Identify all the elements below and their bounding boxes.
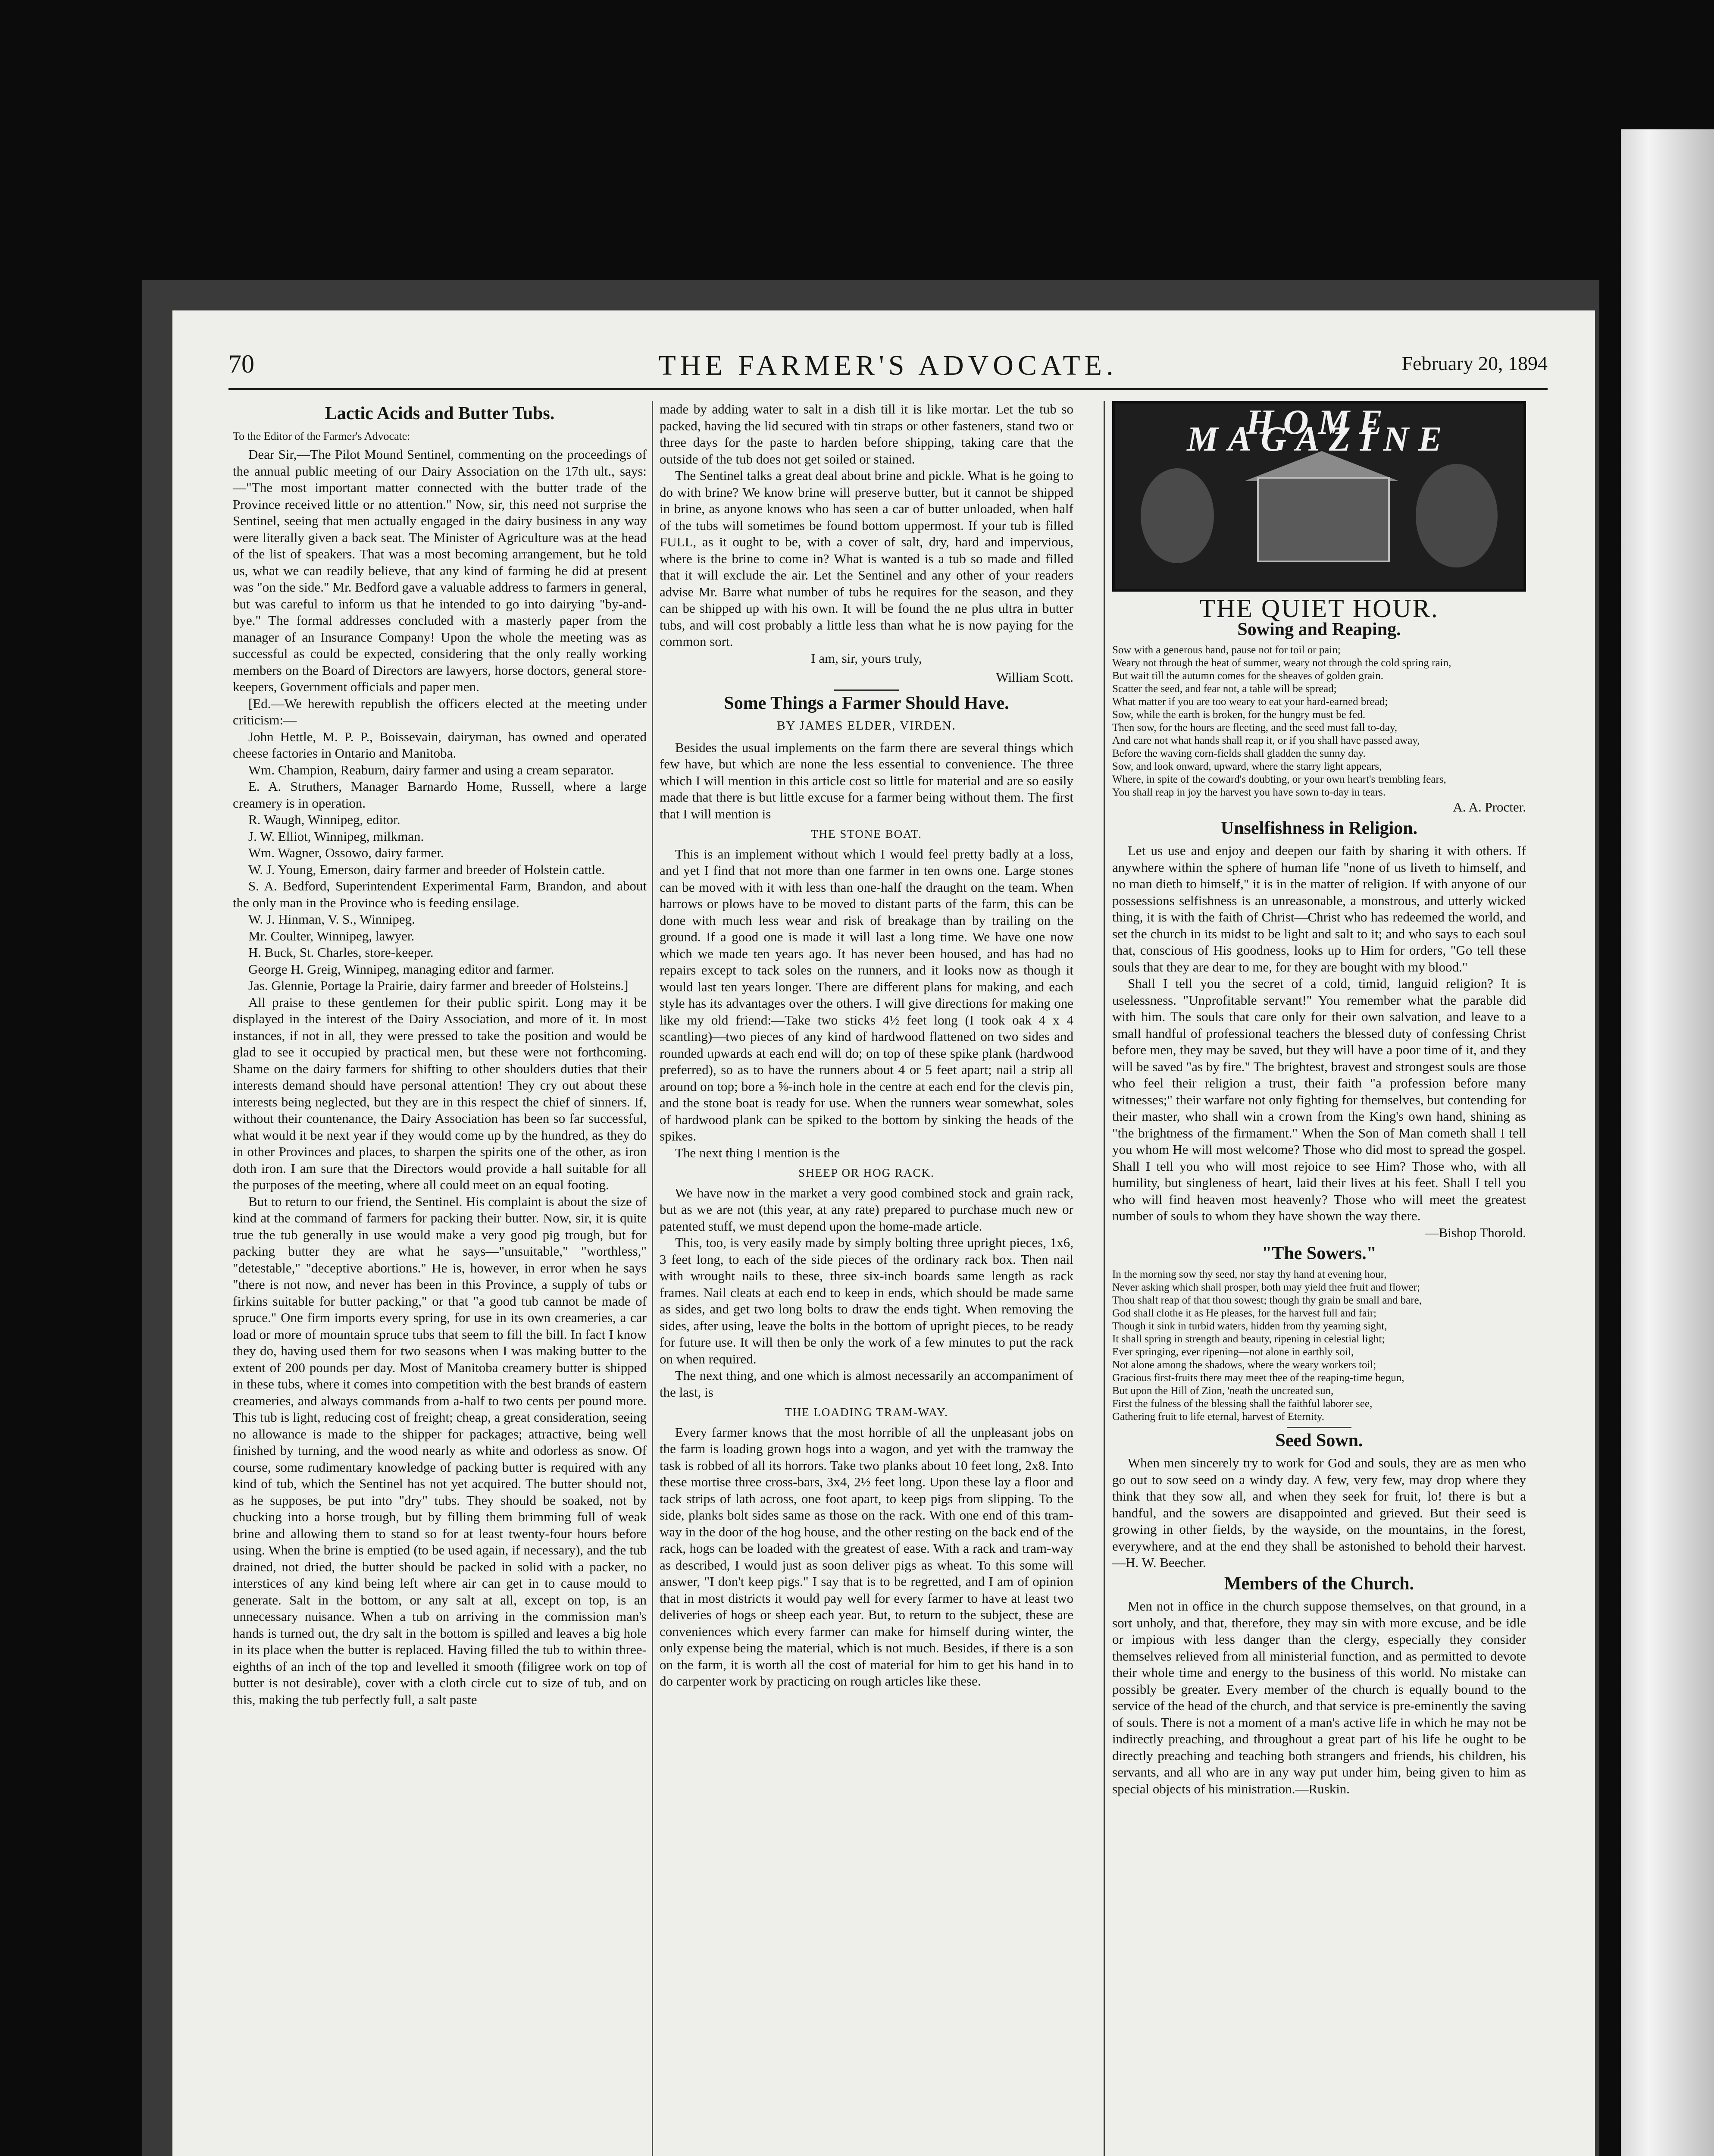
paragraph: The Sentinel talks a great deal about brine and pickle. What is he going to do with brine? We know brine will preserve butter, but it cannot be shipped in brine, as anyone knows who has seen a car of butter unloaded, when half of the tubs will sometimes be found bottom uppermost. If your tub is filled FULL, as it ought to be, with a cover of salt, dry, hard and impervious, where is the brine to come in? What is wanted is a tub so made and filled that it will exclude the air. Let the Sentinel and any other of your readers advise Mr. Barre what number of tubs he requires for the season, and they can be shipped up with his own. It will be found the ne plus ultra in butter tubs, and will cost probably a little less than what he is now paying for the common sort. — [660, 468, 1073, 649]
poem-line: And care not what hands shall reap it, or if you shall have passed away, — [1112, 735, 1420, 746]
paragraph: All praise to these gentlemen for their public spirit. Long may it be displayed in the interest of the Dairy Association, and more of it. In most instances, if not in all, they were pressed to take the position and would be glad to see it occupied by practical men, but these were not forthcoming. Shame on the dairy farmers for shifting to other shoulders duties that their interests demand should have personal attention! They cry out about these interests being neglected, but they are in this respect the chief of sinners. If, without their countenance, the Dairy Association has been so far successful, what would it be next year if they would come up by the hundred, as they do in other Provinces and places, to sharpen the spirits one of the other, as iron doth iron. I am sure that the Directors would provide a hall suitable for all the purposes of the meeting, where all could meet on an equal footing. — [233, 994, 647, 1192]
signature: William Scott. — [996, 670, 1073, 685]
salutation: To the Editor of the Farmer's Advocate: — [233, 429, 410, 442]
paragraph: The next thing, and one which is almost necessarily an accompaniment of the last, is — [660, 1368, 1073, 1400]
article-title: Seed Sown. — [1275, 1430, 1363, 1451]
poem-line: It shall spring in strength and beauty, ripening in celestial light; — [1112, 1333, 1385, 1345]
header-rule — [228, 388, 1548, 390]
officer-entry: Wm. Champion, Reaburn, dairy farmer and using a cream separator. — [248, 762, 614, 777]
paragraph: But to return to our friend, the Sentinel. His complaint is about the size of kind at the command of farmers for packing their butter. Now, sir, it is quite true the tub generally in use would make a very good pig trough, but for packing butter they are what he says—"unsuitable," "worthless," "detestable," "deceptive abortions." He is, however, in error when he says "there is not now, and never has been in this Province, a supply of tubs or firkins suitable for butter packing," or that "a good tub cannot be made of spruce." One firm imports every spring, for use in its own creameries, a car load or more of mountain spruce tubs that seem to fill the bill. In fact I know they do, having used them for two seasons when I was making butter to the extent of 200 pounds per day. Most of Manitoba creamery butter is shipped in these tubs, where it comes into competition with the best brands of eastern creameries, and always commands from a-half to two cents per pound more. This tub is light, reducing cost of freight; cheap, a great consideration, seeing no allowance is made to the shipper for packages; attractive, being well finished by turning, and the wood nearly as white and odorless as snow. Of course, some rudimentary knowledge of packing butter is required with any kind of tub, which the Sentinel has not yet acquired. The butter should not, as he supposes, be put into "dry" tubs. They should be soaked, not by chucking into a horse trough, but by filling them brimming full of weak brine and allowing them to stand so for at least twenty-four hours before using. When the brine is emptied (to be used again, if necessary), and the tub drained, not dried, the butter should be packed in solid with a packer, no interstices of any kind being left where air can get in to cause mould to generate. Salt in the bottom, or any salt at all, except on top, is an unnecessary nuisance. When a tub on arriving in the commission man's hands is turned out, the dry salt in the bottom is spilled and leaves a big hole in its place when the butter is replaced. Having filled the tub to within three-eighths of an inch of the top and levelled it smooth (filigree work on top of butter is not desirable), cover with a cloth circle cut to size of tub, and on this, making the tub perfectly full, a salt paste — [233, 1194, 647, 1707]
house-illustration — [1257, 477, 1390, 562]
column-2 — [660, 401, 1073, 1690]
paragraph: This is an implement without which I would feel pretty badly at a loss, and yet I find that not more than one farmer in ten owns one. Large stones can be moved with it with less than one-half the draught on the team. When harrows or plows have to be moved to distant parts of the farm, this can be done with much less wear and risk of breakage than by trailing on the ground. If a good one is made it will last a long time. We have one now which we made ten years ago. It has never been housed, and has had no repairs except to tack soles on the runners, and it looks now as though it would last ten years longer. There are different plans for making, and each style has its advantages over the others. I will give directions for making one like my old friend:—Take two sticks 4½ feet long (I took oak 4 x 4 scantling)—two pieces of any kind of hardwood flattened on two sides and rounded upwards at each end will do; on top of these spike plank (hardwood preferred), so as to have the runners about 4 or 5 feet apart; nail a strip all around on top; bore a ⅝-inch hole in the centre at each end for the clevis pin, and the stone boat is ready for use. When the runners wear somewhat, soles of hardwood plank can be spiked to the bottom by sinking the heads of the spikes. — [660, 846, 1073, 1144]
subheading: THE LOADING TRAM-WAY. — [785, 1406, 948, 1419]
poem-author: A. A. Procter. — [1453, 799, 1526, 815]
banner-title: HOME MAGAZINE — [1187, 402, 1451, 458]
article-title: Unselfishness in Religion. — [1220, 818, 1418, 838]
officer-entry: John Hettle, M. P. P., Boissevain, dairyman, has owned and operated cheese factories in Ontario and Manitoba. — [233, 729, 647, 761]
paragraph: This, too, is very easily made by simply bolting three upright pieces, 1x6, 3 feet long, to each of the side pieces of the ordinary rack box. Then nail with wrought nails to these, three six-inch boards same length as rack frames. Nail cleats at each end to keep in ends, which should be made same as sides, and get two long bolts to draw the ends tight. When removing the sides, after using, leave the bolts in the bottom of upright pieces, to be ready for future use. It will then be only the work of a few minutes to put the rack on when required. — [660, 1235, 1073, 1366]
poem-line: Before the waving corn-fields shall gladden the sunny day. — [1112, 748, 1366, 759]
paragraph: Besides the usual implements on the farm there are several things which few have, but which are none the less essential to convenience. The three which I will mention in this article cost so little for material and are so easily made that there is but little excuse for a farmer being without them. The first that I will mention is — [660, 740, 1073, 821]
section-title: THE QUIET HOUR. — [1199, 594, 1439, 623]
page-header — [228, 349, 1548, 384]
facing-page-edge — [1621, 129, 1714, 2156]
poem-line: Scatter the seed, and fear not, a table will be spread; — [1112, 683, 1337, 695]
officer-entry: Jas. Glennie, Portage la Prairie, dairy farmer and breeder of Holsteins.] — [248, 978, 629, 993]
paragraph: The next thing I mention is the — [675, 1145, 840, 1160]
poem-line: Sow, and look onward, upward, where the starry light appears, — [1112, 761, 1382, 772]
poem-line: In the morning sow thy seed, nor stay thy hand at evening hour, — [1112, 1268, 1387, 1280]
article-title: Lactic Acids and Butter Tubs. — [325, 404, 555, 423]
column-rule — [652, 401, 653, 2156]
issue-date: February 20, 1894 — [1401, 352, 1548, 374]
officer-entry: H. Buck, St. Charles, store-keeper. — [248, 945, 434, 960]
subheading: SHEEP OR HOG RACK. — [798, 1166, 935, 1179]
column-rule — [1104, 401, 1105, 2156]
divider — [1287, 1427, 1351, 1428]
officer-entry: R. Waugh, Winnipeg, editor. — [248, 812, 400, 827]
poem-line: Gathering fruit to life eternal, harvest of Eternity. — [1112, 1410, 1324, 1423]
paragraph: When men sincerely try to work for God and souls, they are as men who go out to sow seed on a windy day. A few, very few, may drop where they think that they sow all, and when they seek for fruit, lo! there is but a handful, and the sowers are disappointed and grieved. But their seed is growing in other fields, by the wayside, on the mountains, in the forest, everywhere, and at the end they shall be astonished to behold their harvest.—H. W. Beecher. — [1112, 1455, 1526, 1570]
subheading: THE STONE BOAT. — [811, 827, 922, 840]
article-title: Some Things a Farmer Should Have. — [724, 693, 1009, 713]
tree-illustration — [1141, 468, 1214, 563]
poem-line: Sow, while the earth is broken, for the hungry must be fed. — [1112, 709, 1366, 721]
poem-line: Never asking which shall prosper, both may yield thee fruit and flower; — [1112, 1281, 1420, 1293]
paragraph: [Ed.—We herewith republish the officers elected at the meeting under criticism:— — [233, 696, 647, 727]
officer-entry: Wm. Wagner, Ossowo, dairy farmer. — [248, 845, 444, 860]
paragraph: Dear Sir,—The Pilot Mound Sentinel, commenting on the proceedings of the annual public meeting of our Dairy Association on the 17th ult., says:—"The most important matter connected with the butter trade of the Province received little or no attention." Now, sir, this need not surprise the Sentinel, seeing that men actually engaged in the dairy business in any way were literally given a back seat. The Minister of Agriculture was at the head of the list of speakers. That was a most becoming arrangement, but he told us, what we can readily believe, that any kind of farming he did at present was "on the side." Mr. Bedford gave a valuable address to farmers in general, but was careful to inform us that he intended to go into dairying "by-and-bye." The formal addresses concluded with a masterly paper from the manager of an Insurance Company! Upon the whole the meeting was as successful as could be expected, considering that the only really working members on the Board of Directors are lawyers, horse doctors, general store-keepers, Government officials and paper men. — [233, 447, 647, 694]
poem-line: Thou shalt reap of that thou sowest; though thy grain be small and bare, — [1112, 1294, 1422, 1306]
poem-line: First the fulness of the blessing shall the faithful laborer see, — [1112, 1398, 1373, 1410]
page-number: 70 — [228, 350, 254, 378]
home-magazine-banner — [1112, 401, 1526, 592]
paragraph: Shall I tell you the secret of a cold, timid, languid religion? It is uselessness. "Unprofitable servant!" You remember what the parable did with him. The souls that care only for their own salvation, and leave to a small handful of professional teachers the blessed duty of confessing Christ before men, they may be saved, but they will have a poor time of it, and they will be saved "as by fire." The brightest, bravest and strongest souls are those who feel their religion a trust, their faith "a profession before many witnesses;" their warfare not only fighting for themselves, but contending for their master, who shall win a crown from the King's own hand, shining as "the brightness of the firmament." When the Son of Man cometh shall I tell you whom He will most welcome? Those who did most to spread the gospel. Shall I tell you who will most rejoice to see Him? Those who, with all humility, but singleness of heart, laid their lives at his feet. Shall I tell you who will find heaven most heavenly? Those who will meet the greatest number of souls to whom they have shown the way there. — [1112, 976, 1526, 1223]
paragraph: We have now in the market a very good combined stock and grain rack, but as we are not (this year, at any rate) prepared to purchase much new or patented stuff, we must depend upon the home-made article. — [660, 1185, 1073, 1234]
paragraph: Let us use and enjoy and deepen our faith by sharing it with others. If anywhere within the sphere of human life "none of us liveth to himself, and no man dieth to himself," it is in the matter of religion. If with anyone of our possessions selfishness is an unreasonable, a monstrous, and utterly wicked thing, it is with the faith of Christ—Christ who has redeemed the world, and set the church in its midst to be light and salt to it; and who says to each soul that, conscious of His goodness, looks up to Him for orders, "Go tell these souls that they are dear to me, for they are bought with my blood." — [1112, 843, 1526, 975]
article-title: Members of the Church. — [1224, 1573, 1414, 1594]
officer-entry: Mr. Coulter, Winnipeg, lawyer. — [248, 928, 415, 943]
poem-line: Where, in spite of the coward's doubting, or your own heart's trembling fears, — [1112, 774, 1446, 785]
poem — [1112, 644, 1526, 799]
poem — [1112, 1268, 1526, 1423]
poem-line: God shall clothe it as He pleases, for the harvest full and fair; — [1112, 1307, 1377, 1319]
officer-entry: George H. Greig, Winnipeg, managing editor and farmer. — [248, 961, 554, 977]
column-1 — [233, 401, 647, 1708]
officer-entry: W. J. Hinman, V. S., Winnipeg. — [248, 912, 415, 927]
byline: BY JAMES ELDER, VIRDEN. — [777, 719, 956, 733]
poem-line: Though it sink in turbid waters, hidden from thy yearning sight, — [1112, 1320, 1387, 1332]
article-author: —Bishop Thorold. — [1425, 1225, 1526, 1240]
divider — [834, 689, 899, 691]
newspaper-page — [172, 310, 1595, 2156]
paragraph: made by adding water to salt in a dish till it is like mortar. Let the tub so packed, having the lid secured with tin straps or other fasteners, stand two or three days for the paste to harden before shipping, taking care that the outside of the tub does not get soiled or stained. — [660, 401, 1073, 467]
poem-title: "The Sowers." — [1262, 1244, 1376, 1263]
poem-line: Weary not through the heat of summer, weary not through the cold spring rain, — [1112, 657, 1451, 669]
paragraph: Men not in office in the church suppose themselves, on that ground, in a sort unholy, and that, therefore, they may sin with more excuse, and be idle or impious with less danger than the clergy, especially they consider themselves relieved from all ministerial function, and as permitted to devote their whole time and energy to the business of this world. No mistake can possibly be greater. Every member of the church is equally bound to the service of the head of the church, and that service is pre-eminently the saving of souls. There is not a moment of a man's active life in which he may not be indirectly preaching, and throughout a great part of his life he ought to be directly preaching and teaching both strangers and friends, his children, his servants, and all who are in any way put under him, being given to him as special objects of his ministration.—Ruskin. — [1112, 1598, 1526, 1796]
officer-entry: S. A. Bedford, Superintendent Experimental Farm, Brandon, and about the only man in the Province who is feeding ensilage. — [233, 878, 647, 910]
officer-entry: J. W. Elliot, Winnipeg, milkman. — [248, 828, 424, 844]
poem-line: Then sow, for the hours are fleeting, and the seed must fall to-day, — [1112, 722, 1398, 733]
poem-line: What matter if you are too weary to eat your hard-earned bread; — [1112, 696, 1388, 708]
poem-line: Gracious first-fruits there may meet thee of the reaping-time begun, — [1112, 1372, 1404, 1384]
poem-line: Not alone among the shadows, where the weary workers toil; — [1112, 1359, 1376, 1371]
officer-entry: W. J. Young, Emerson, dairy farmer and breeder of Holstein cattle. — [248, 862, 605, 877]
poem-line: You shall reap in joy the harvest you have sown to-day in tears. — [1112, 787, 1386, 798]
officer-entry: E. A. Struthers, Manager Barnardo Home, Russell, where a large creamery is in operation. — [233, 779, 647, 811]
closing: I am, sir, yours truly, — [811, 650, 922, 666]
officer-list — [233, 729, 647, 994]
poem-line: Ever springing, ever ripening—not alone in earthly soil, — [1112, 1346, 1354, 1358]
poem-line: Sow with a generous hand, pause not for toil or pain; — [1112, 644, 1341, 656]
masthead: THE FARMER'S ADVOCATE. — [658, 350, 1118, 381]
poem-title: Sowing and Reaping. — [1237, 619, 1401, 639]
poem-line: But wait till the autumn comes for the sheaves of golden grain. — [1112, 670, 1384, 682]
column-3 — [1112, 401, 1526, 1797]
paragraph: Every farmer knows that the most horrible of all the unpleasant jobs on the farm is loading grown hogs into a wagon, and yet with the tramway the task is robbed of all its horrors. Take two planks about 10 feet long, 2x8. Into these mortise three cross-bars, 3x4, 2½ feet long. Upon these lay a floor and tack strips of lath across, one foot apart, to keep pigs from slipping. To the side, planks bolt sides same as those on the rack. With one end of this tram-way in the door of the hog house, and the other resting on the back end of the rack, hogs can be loaded with the greatest of ease. With a rack and tram-way as described, I would just as soon deliver pigs as wheat. To this some will answer, "I don't keep pigs." I say that is to be regretted, and I am of opinion that in most districts it would pay well for every farmer to have at least two deliveries of hogs or sheep each year. But, to return to the subject, these are conveniences which every farmer can make for himself during winter, the only expense being the material, which is not much. Besides, if there is a son on the farm, it is worth all the cost of material for him to get his hand in to do carpenter work by practicing on rough articles like these. — [660, 1424, 1073, 1689]
tree-illustration — [1416, 464, 1498, 567]
poem-line: But upon the Hill of Zion, 'neath the uncreated sun, — [1112, 1385, 1334, 1397]
